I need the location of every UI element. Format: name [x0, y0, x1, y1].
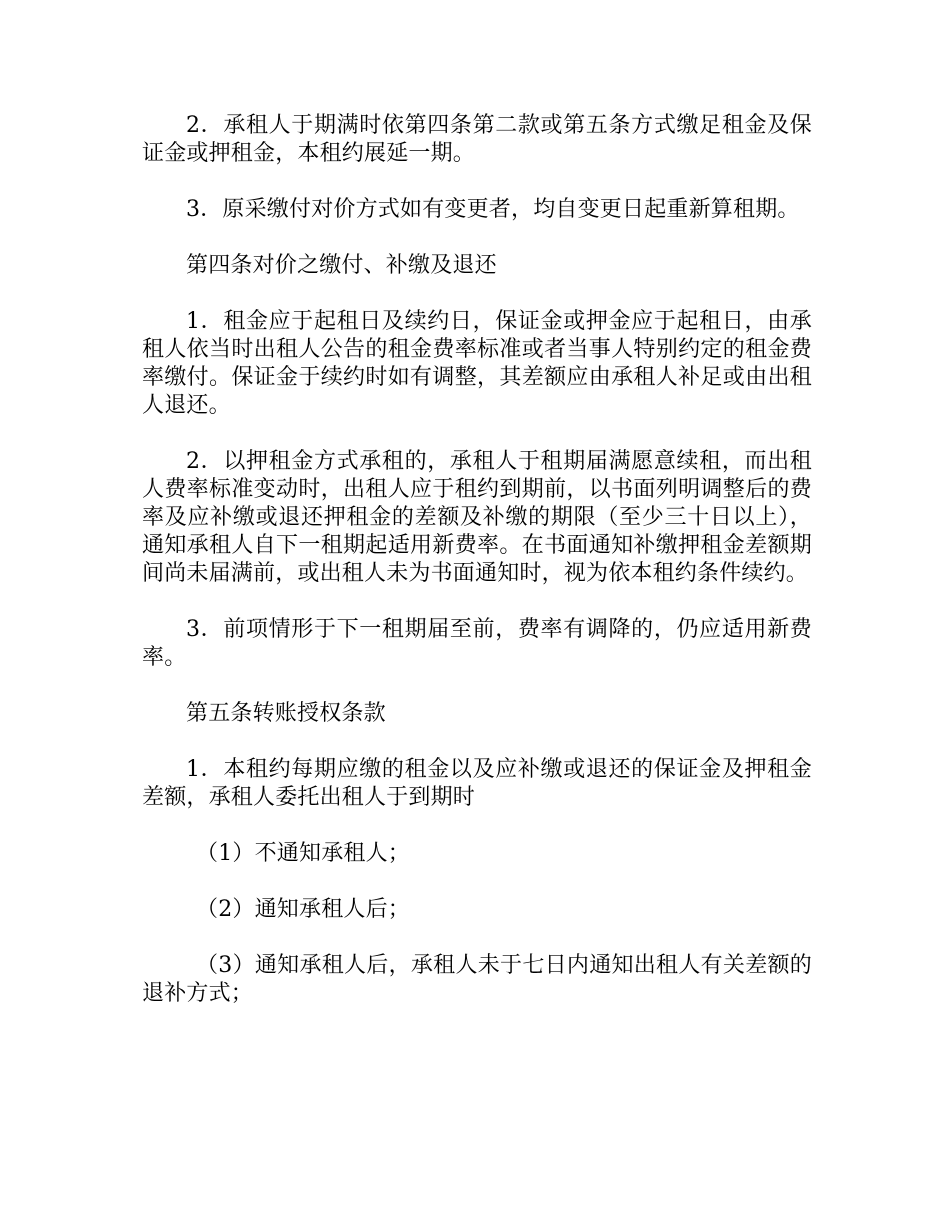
paragraph-renewal-payment: 2．承租人于期满时依第四条第二款或第五条方式缴足租金及保证金或押租金，本租约展延一期。 — [142, 113, 812, 166]
list-item-option-2: （2）通知承租人后； — [196, 897, 410, 922]
document-body — [142, 112, 812, 1036]
list-item-option-3: （3）通知承租人后，承租人未于七日内通知出租人有关差额的退补方式； — [142, 953, 812, 1006]
paragraph-transfer-authorization: 1．本租约每期应缴的租金以及应补缴或退还的保证金及押租金差额，承租人委托出租人于到期时 — [142, 757, 812, 810]
article-4-heading: 第四条对价之缴付、补缴及退还 — [186, 253, 497, 278]
paragraph-deposit-adjustment: 2．以押租金方式承租的，承租人于租期届满愿意续租，而出租人费率标准变动时，出租人应于租约到期前，以书面列明调整后的费率及应补缴或退还押租金的差额及补缴的期限（至少三十日以上），通知承租人自下一租期起适用新费率。在书面通知补缴押租金差额期间尚未届满前，或出租人未为书面通知时，视为依本租约条件续约。 — [142, 449, 812, 586]
list-item-option-1: （1）不通知承租人； — [196, 841, 410, 866]
paragraph-payment-method-change: 3．原采缴付对价方式如有变更者，均自变更日起重新算租期。 — [186, 197, 800, 222]
paragraph-rate-reduction: 3．前项情形于下一租期届至前，费率有调降的，仍应适用新费率。 — [142, 617, 812, 670]
paragraph-rent-due: 1．租金应于起租日及续约日，保证金或押金应于起租日，由承租人依当时出租人公告的租金费率标准或者当事人特别约定的租金费率缴付。保证金于续约时如有调整，其差额应由承租人补足或由出租人退还。 — [142, 309, 812, 418]
article-5-heading: 第五条转账授权条款 — [186, 701, 386, 726]
